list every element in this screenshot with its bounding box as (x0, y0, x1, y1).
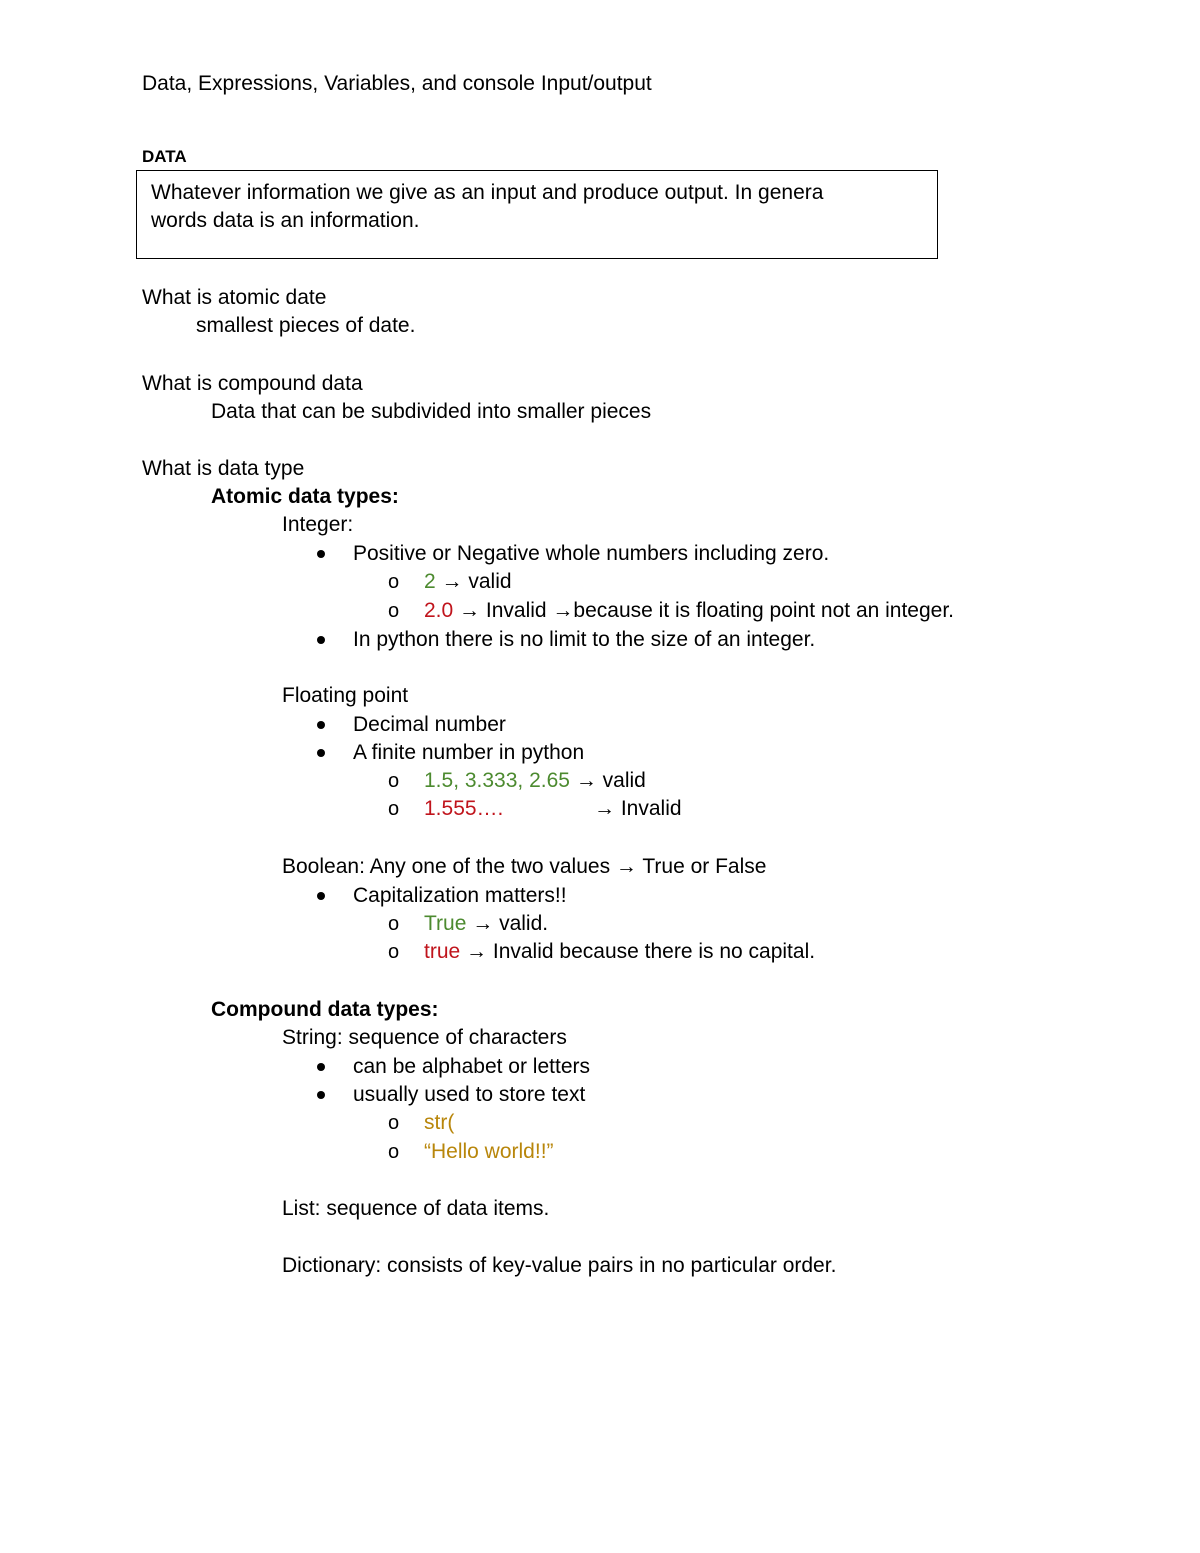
string-example-2: “Hello world!!” (424, 1140, 554, 1163)
arrow-icon: → (552, 599, 574, 622)
boolean-example-valid (424, 910, 548, 938)
dictionary-definition: Dictionary: consists of key-value pairs in no particular order. (282, 1254, 837, 1277)
boolean-valid-text: valid. (493, 912, 549, 935)
sub-bullet: o (388, 941, 400, 963)
definition-box (136, 170, 938, 259)
atomic-date-answer: smallest pieces of date. (196, 314, 416, 337)
compound-data-answer: Data that can be subdivided into smaller pieces (211, 400, 652, 423)
definition-line-2: words data is an information. (151, 209, 420, 232)
integer-bullet-2: In python there is no limit to the size of an integer. (353, 628, 816, 651)
bullet-dot (317, 721, 325, 729)
floating-invalid-text: Invalid (615, 797, 682, 820)
definition-line-1: Whatever information we give as an input and produce output. In genera (151, 181, 824, 204)
data-type-question: What is data type (142, 457, 305, 480)
floating-invalid-value: 1.555…. (424, 797, 504, 820)
boolean-label (282, 853, 766, 881)
integer-invalid-value: 2.0 (424, 599, 454, 622)
floating-example-valid (424, 767, 646, 795)
integer-bullet-1: Positive or Negative whole numbers including zero. (353, 542, 830, 565)
integer-example-invalid (424, 597, 954, 625)
arrow-icon: → (472, 912, 494, 935)
sub-bullet: o (388, 770, 400, 792)
sub-bullet: o (388, 1112, 400, 1134)
floating-bullet-1: Decimal number (353, 713, 506, 736)
integer-example-valid (424, 568, 512, 596)
string-bullet-1: can be alphabet or letters (353, 1055, 590, 1078)
string-label: String: sequence of characters (282, 1026, 567, 1049)
compound-types-heading: Compound data types: (211, 998, 439, 1021)
bullet-dot (317, 636, 325, 644)
arrow-icon: → (466, 940, 488, 963)
bullet-dot (317, 892, 325, 900)
sub-bullet: o (388, 798, 400, 820)
integer-valid-text: valid (462, 570, 512, 593)
floating-valid-text: valid (596, 769, 646, 792)
integer-valid-value: 2 (424, 570, 436, 593)
list-definition: List: sequence of data items. (282, 1197, 550, 1220)
floating-example-invalid (594, 795, 682, 823)
boolean-values: True or False (636, 855, 767, 878)
string-example-1: str( (424, 1111, 455, 1134)
bullet-dot (317, 749, 325, 757)
boolean-label-text: Boolean: Any one of the two values (282, 855, 616, 878)
boolean-invalid-text: Invalid because there is no capital. (487, 940, 816, 963)
atomic-date-question: What is atomic date (142, 286, 327, 309)
floating-bullet-2: A finite number in python (353, 741, 585, 764)
floating-label: Floating point (282, 684, 409, 707)
floating-valid-value: 1.5, 3.333, 2.65 (424, 769, 570, 792)
string-bullet-2: usually used to store text (353, 1083, 586, 1106)
arrow-icon: → (441, 570, 463, 593)
sub-bullet: o (388, 571, 400, 593)
arrow-icon: → (575, 769, 597, 792)
compound-data-question: What is compound data (142, 372, 363, 395)
sub-bullet: o (388, 1141, 400, 1163)
sub-bullet: o (388, 600, 400, 622)
boolean-bullet-1: Capitalization matters!! (353, 884, 567, 907)
bullet-dot (317, 1063, 325, 1071)
boolean-valid-value: True (424, 912, 467, 935)
arrow-icon: → (459, 599, 481, 622)
integer-invalid-text: Invalid (480, 599, 553, 622)
atomic-types-heading: Atomic data types: (211, 485, 399, 508)
integer-label: Integer: (282, 513, 354, 536)
bullet-dot (317, 550, 325, 558)
sub-bullet: o (388, 913, 400, 935)
arrow-icon: → (594, 797, 615, 820)
bullet-dot (317, 1091, 325, 1099)
boolean-invalid-value: true (424, 940, 461, 963)
boolean-example-invalid (424, 938, 815, 966)
data-heading: DATA (142, 147, 187, 166)
integer-invalid-reason: because it is floating point not an integer. (573, 599, 955, 622)
document-title: Data, Expressions, Variables, and console Input/output (142, 72, 652, 95)
arrow-icon: → (615, 855, 637, 878)
